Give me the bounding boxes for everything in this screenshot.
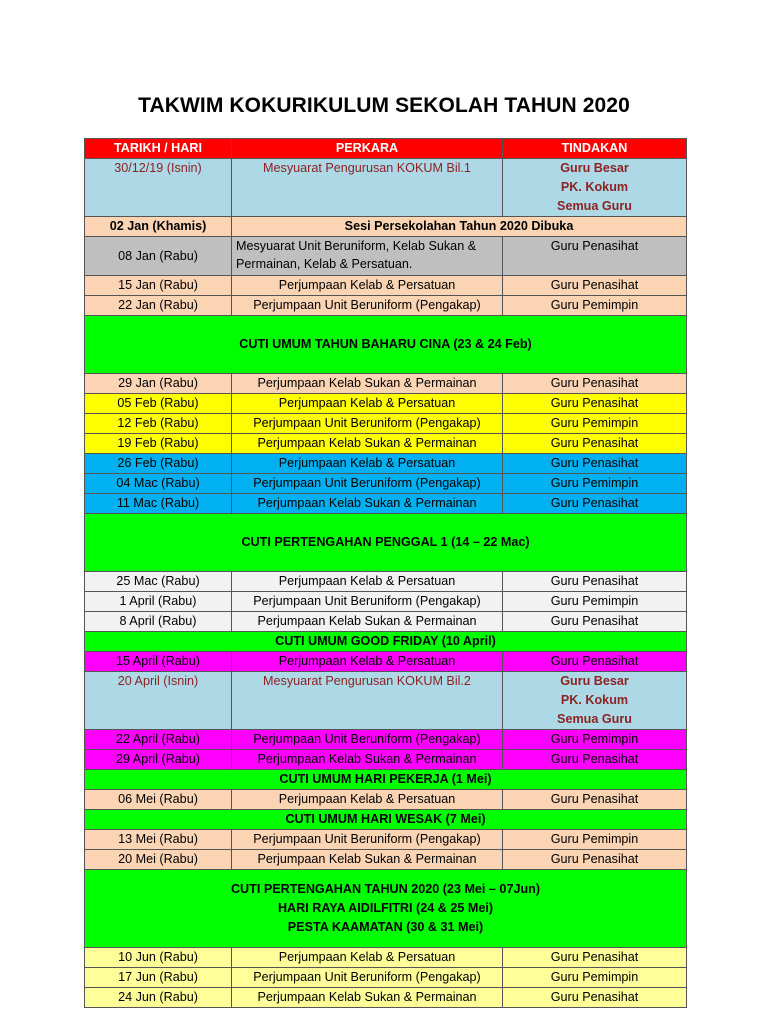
date-cell: 04 Mac (Rabu)	[85, 474, 232, 494]
item-cell: Perjumpaan Kelab & Persatuan	[232, 454, 503, 474]
item-cell: Perjumpaan Kelab & Persatuan	[232, 790, 503, 810]
action-cell: Guru Penasihat	[503, 572, 687, 592]
date-cell: 22 Jan (Rabu)	[85, 296, 232, 316]
item-cell: Perjumpaan Kelab & Persatuan	[232, 276, 503, 296]
holiday-cell: CUTI PERTENGAHAN PENGGAL 1 (14 – 22 Mac)	[85, 514, 687, 572]
action-line: Guru Besar	[560, 161, 629, 175]
page-title: TAKWIM KOKURIKULUM SEKOLAH TAHUN 2020	[138, 94, 630, 117]
date-cell: 26 Feb (Rabu)	[85, 454, 232, 474]
holiday-row	[85, 770, 687, 790]
action-cell: Guru Penasihat	[503, 276, 687, 296]
action-cell	[503, 159, 687, 217]
calendar-table	[84, 138, 687, 1008]
column-header-date: TARIKH / HARI	[85, 139, 232, 159]
holiday-row	[85, 810, 687, 830]
date-cell: 02 Jan (Khamis)	[85, 217, 232, 237]
action-cell: Guru Pemimpin	[503, 296, 687, 316]
table-row	[85, 276, 687, 296]
table-row	[85, 988, 687, 1008]
item-cell: Perjumpaan Kelab Sukan & Permainan	[232, 612, 503, 632]
date-cell: 30/12/19 (Isnin)	[85, 159, 232, 217]
action-cell: Guru Pemimpin	[503, 414, 687, 434]
action-cell: Guru Penasihat	[503, 948, 687, 968]
date-cell: 11 Mac (Rabu)	[85, 494, 232, 514]
table-row	[85, 414, 687, 434]
action-cell: Guru Penasihat	[503, 652, 687, 672]
item-cell: Perjumpaan Unit Beruniform (Pengakap)	[232, 830, 503, 850]
action-cell: Guru Pemimpin	[503, 592, 687, 612]
holiday-row	[85, 514, 687, 572]
table-row	[85, 572, 687, 592]
holiday-row	[85, 632, 687, 652]
holiday-line: PESTA KAAMATAN (30 & 31 Mei)	[287, 920, 484, 934]
item-cell: Perjumpaan Kelab Sukan & Permainan	[232, 434, 503, 454]
holiday-row	[85, 870, 687, 948]
date-cell: 17 Jun (Rabu)	[85, 968, 232, 988]
date-cell: 10 Jun (Rabu)	[85, 948, 232, 968]
table-row	[85, 612, 687, 632]
item-cell: Perjumpaan Kelab Sukan & Permainan	[232, 988, 503, 1008]
date-cell: 15 Jan (Rabu)	[85, 276, 232, 296]
table-row	[85, 968, 687, 988]
item-cell: Perjumpaan Unit Beruniform (Pengakap)	[232, 592, 503, 612]
item-cell: Perjumpaan Kelab Sukan & Permainan	[232, 494, 503, 514]
action-cell: Guru Penasihat	[503, 374, 687, 394]
item-cell: Perjumpaan Kelab Sukan & Permainan	[232, 750, 503, 770]
action-cell: Guru Pemimpin	[503, 968, 687, 988]
action-cell: Guru Penasihat	[503, 612, 687, 632]
date-cell: 12 Feb (Rabu)	[85, 414, 232, 434]
item-cell: Perjumpaan Unit Beruniform (Pengakap)	[232, 414, 503, 434]
action-line: Semua Guru	[557, 199, 632, 213]
item-cell: Perjumpaan Unit Beruniform (Pengakap)	[232, 296, 503, 316]
item-cell: Perjumpaan Kelab & Persatuan	[232, 948, 503, 968]
table-row	[85, 474, 687, 494]
table-row	[85, 394, 687, 414]
action-cell: Guru Pemimpin	[503, 474, 687, 494]
date-cell: 1 April (Rabu)	[85, 592, 232, 612]
table-row	[85, 494, 687, 514]
action-cell: Guru Penasihat	[503, 494, 687, 514]
holiday-line: HARI RAYA AIDILFITRI (24 & 25 Mei)	[277, 901, 494, 915]
action-cell: Guru Penasihat	[503, 454, 687, 474]
table-row	[85, 454, 687, 474]
action-line: Semua Guru	[557, 712, 632, 726]
item-cell: Mesyuarat Pengurusan KOKUM Bil.2	[232, 672, 503, 730]
date-cell: 22 April (Rabu)	[85, 730, 232, 750]
holiday-row	[85, 316, 687, 374]
table-row	[85, 592, 687, 612]
action-cell: Guru Pemimpin	[503, 730, 687, 750]
action-cell: Guru Penasihat	[503, 750, 687, 770]
column-header-item: PERKARA	[232, 139, 503, 159]
item-cell: Perjumpaan Kelab & Persatuan	[232, 572, 503, 592]
table-row	[85, 296, 687, 316]
action-line: Guru Besar	[560, 674, 629, 688]
date-cell: 15 April (Rabu)	[85, 652, 232, 672]
table-header-row	[85, 139, 687, 159]
item-cell: Perjumpaan Kelab & Persatuan	[232, 394, 503, 414]
action-cell: Guru Penasihat	[503, 850, 687, 870]
date-cell: 29 Jan (Rabu)	[85, 374, 232, 394]
table-row	[85, 790, 687, 810]
holiday-cell	[85, 870, 687, 948]
date-cell: 19 Feb (Rabu)	[85, 434, 232, 454]
action-cell: Guru Penasihat	[503, 790, 687, 810]
holiday-line: CUTI PERTENGAHAN TAHUN 2020 (23 Mei – 07Jun)	[230, 882, 541, 896]
item-cell: Mesyuarat Unit Beruniform, Kelab Sukan & Permainan, Kelab & Persatuan.	[232, 237, 503, 276]
item-cell: Perjumpaan Unit Beruniform (Pengakap)	[232, 730, 503, 750]
date-cell: 20 Mei (Rabu)	[85, 850, 232, 870]
table-row	[85, 652, 687, 672]
date-cell: 08 Jan (Rabu)	[85, 237, 232, 276]
table-row	[85, 850, 687, 870]
date-cell: 20 April (Isnin)	[85, 672, 232, 730]
table-row	[85, 672, 687, 730]
action-cell: Guru Penasihat	[503, 394, 687, 414]
table-row	[85, 434, 687, 454]
table-row	[85, 730, 687, 750]
item-cell: Perjumpaan Kelab Sukan & Permainan	[232, 374, 503, 394]
action-cell	[503, 672, 687, 730]
table-row	[85, 217, 687, 237]
table-row	[85, 374, 687, 394]
holiday-cell: CUTI UMUM HARI WESAK (7 Mei)	[85, 810, 687, 830]
table-row	[85, 830, 687, 850]
date-cell: 24 Jun (Rabu)	[85, 988, 232, 1008]
action-line: PK. Kokum	[560, 180, 629, 194]
date-cell: 13 Mei (Rabu)	[85, 830, 232, 850]
holiday-cell: CUTI UMUM TAHUN BAHARU CINA (23 & 24 Feb)	[85, 316, 687, 374]
table-row	[85, 237, 687, 276]
date-cell: 06 Mei (Rabu)	[85, 790, 232, 810]
date-cell: 25 Mac (Rabu)	[85, 572, 232, 592]
action-cell: Guru Penasihat	[503, 434, 687, 454]
table-row	[85, 750, 687, 770]
item-cell: Perjumpaan Kelab Sukan & Permainan	[232, 850, 503, 870]
item-cell: Perjumpaan Kelab & Persatuan	[232, 652, 503, 672]
table-row	[85, 159, 687, 217]
item-cell: Perjumpaan Unit Beruniform (Pengakap)	[232, 474, 503, 494]
holiday-cell: CUTI UMUM GOOD FRIDAY (10 April)	[85, 632, 687, 652]
date-cell: 8 April (Rabu)	[85, 612, 232, 632]
holiday-cell: CUTI UMUM HARI PEKERJA (1 Mei)	[85, 770, 687, 790]
date-cell: 29 April (Rabu)	[85, 750, 232, 770]
date-cell: 05 Feb (Rabu)	[85, 394, 232, 414]
action-cell: Guru Pemimpin	[503, 830, 687, 850]
action-cell: Guru Penasihat	[503, 988, 687, 1008]
column-header-action: TINDAKAN	[503, 139, 687, 159]
item-cell: Perjumpaan Unit Beruniform (Pengakap)	[232, 968, 503, 988]
item-cell: Mesyuarat Pengurusan KOKUM Bil.1	[232, 159, 503, 217]
action-line: PK. Kokum	[560, 693, 629, 707]
event-cell: Sesi Persekolahan Tahun 2020 Dibuka	[232, 217, 687, 237]
action-cell: Guru Penasihat	[503, 237, 687, 276]
table-row	[85, 948, 687, 968]
